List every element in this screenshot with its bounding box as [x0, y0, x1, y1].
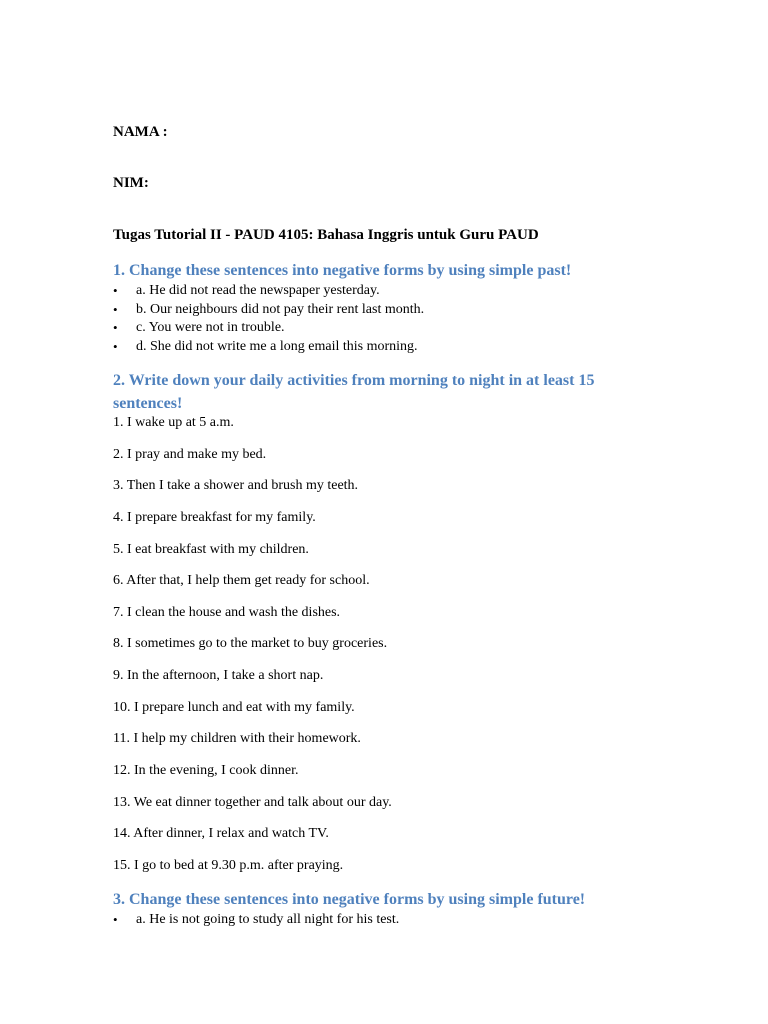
section-3-list: [113, 911, 399, 930]
section-2-heading: 2. Write down your daily activities from morning to night in at least 15 sentences!: [113, 372, 595, 412]
list-item: [113, 911, 399, 930]
bullet-icon: •: [113, 301, 118, 317]
list-item: 6. After that, I help them get ready for school.: [113, 573, 370, 589]
list-item: [113, 319, 424, 338]
list-item: 15. I go to bed at 9.30 p.m. after praying.: [113, 857, 344, 873]
list-item: 9. In the afternoon, I take a short nap.: [113, 668, 324, 684]
list-item: 14. After dinner, I relax and watch TV.: [113, 826, 329, 842]
list-item: 8. I sometimes go to the market to buy groceries.: [113, 636, 388, 652]
section-1-list: [113, 282, 424, 357]
nim-label: NIM:: [113, 175, 149, 191]
nama-label: NAMA :: [113, 124, 168, 140]
section-2-list: [113, 414, 392, 889]
list-item-text: b. Our neighbours did not pay their rent last month.: [136, 301, 425, 317]
list-item: 13. We eat dinner together and talk about our day.: [113, 794, 392, 810]
list-item: 7. I clean the house and wash the dishes.: [113, 604, 341, 620]
bullet-icon: •: [113, 912, 118, 927]
list-item: [113, 301, 424, 320]
list-item: 1. I wake up at 5 a.m.: [113, 415, 234, 430]
bullet-icon: •: [113, 339, 118, 355]
section-1-heading: 1. Change these sentences into negative forms by using simple past!: [113, 262, 572, 279]
list-item: 2. I pray and make my bed.: [113, 446, 267, 462]
list-item: [113, 338, 424, 357]
list-item: 3. Then I take a shower and brush my teeth.: [113, 478, 359, 494]
section-3-heading: 3. Change these sentences into negative forms by using simple future!: [113, 891, 586, 908]
list-item-text: c. You were not in trouble.: [136, 320, 285, 336]
list-item: 11. I help my children with their homework.: [113, 731, 361, 747]
list-item: [113, 282, 424, 301]
list-item: 10. I prepare lunch and eat with my family.: [113, 699, 355, 715]
list-item: 5. I eat breakfast with my children.: [113, 541, 309, 557]
list-item-text: a. He is not going to study all night for his test.: [136, 912, 400, 927]
list-item: 4. I prepare breakfast for my family.: [113, 509, 316, 525]
list-item-text: a. He did not read the newspaper yesterday.: [136, 283, 380, 298]
bullet-icon: •: [113, 283, 118, 298]
list-item: 12. In the evening, I cook dinner.: [113, 763, 299, 779]
bullet-icon: •: [113, 320, 118, 336]
list-item-text: d. She did not write me a long email this morning.: [136, 339, 418, 355]
assignment-title: Tugas Tutorial II - PAUD 4105: Bahasa Inggris untuk Guru PAUD: [113, 227, 539, 243]
